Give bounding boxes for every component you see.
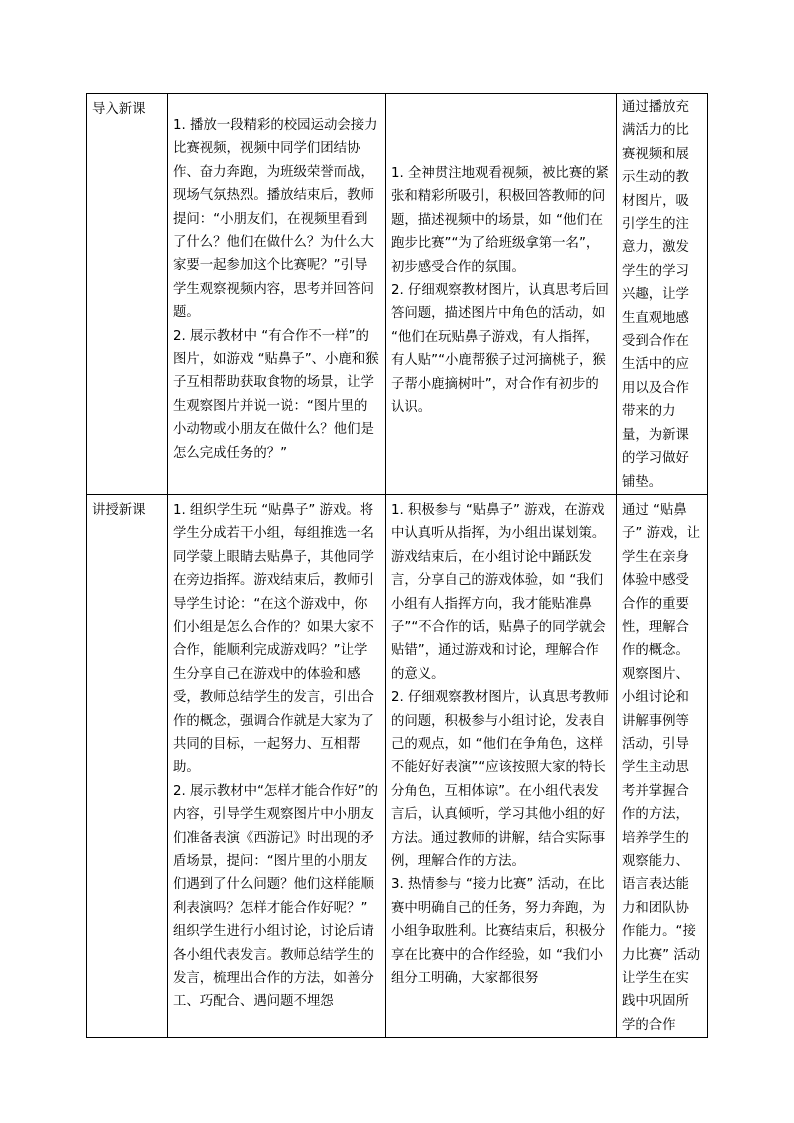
teacher-activity-paragraph: 2. 展示教材中 “有合作不一样”的图片，如游戏 “贴鼻子”、小鹿和猴子互相帮助获取食物的场景，让学生观察图片并说一说：“图片里的小动物或小朋友在做什么？他们是怎么完成任务的？” — [173, 328, 379, 461]
student-activity-paragraph: 1. 全神贯注地观看视频，被比赛的紧张和精彩所吸引，积极回答教师的问题，描述视频中的场景，如 “他们在跑步比赛”“为了给班级拿第一名”，初步感受合作的氛围。 — [391, 166, 609, 275]
design-intent-cell — [617, 494, 708, 1037]
teacher-activity-cell — [168, 494, 386, 1037]
student-activity-paragraph: 2. 仔细观察教材图片，认真思考后回答问题，描述图片中角色的活动，如 “他们在玩贴鼻子游戏，有人指挥，有人贴”“小鹿帮猴子过河摘桃子，猴子帮小鹿摘树叶”，对合作有初步的认识。 — [391, 283, 609, 416]
student-activity-paragraph: 1. 积极参与 “贴鼻子” 游戏，在游戏中认真听从指挥，为小组出谋划策。游戏结束后，在小组讨论中踊跃发言，分享自己的游戏体验，如 “我们小组有人指挥方向，我才能贴准鼻子”“不合作的话，贴鼻子的同学就会贴错”，通过游戏和讨论，理解合作的意义。 — [391, 502, 606, 682]
design-intent-cell — [617, 94, 708, 495]
student-activity-paragraph: 3. 热情参与 “接力比赛” 活动，在比赛中明确自己的任务，努力奔跑，为小组争取胜利。比赛结束后，积极分享在比赛中的合作经验，如 “我们小组分工明确，大家都很努 — [391, 877, 606, 987]
teacher-activity-paragraph: 1. 组织学生玩 “贴鼻子” 游戏。将学生分成若干小组，每组推选一名同学蒙上眼睛去贴鼻子，其他同学在旁边指挥。游戏结束后，教师引导学生讨论：“在这个游戏中，你们小组是怎么合作的？如果大家不合作，能顺利完成游戏吗？”让学生分享自己在游戏中的体验和感受，教师总结学生的发言，引出合作的概念，强调合作就是大家为了共同的目标，一起努力、互相帮助。 — [173, 502, 374, 776]
student-activity-cell — [386, 494, 617, 1037]
teacher-activity-cell — [168, 94, 386, 495]
student-activity-paragraph: 2. 仔细观察教材图片，认真思考教师的问题，积极参与小组讨论，发表自己的观点，如 “他们在争角色，这样不能好好表演”“应该按照大家的特长分角色，互相体谅”。在小组代表发言后，认真倾听，学习其他小组的好方法。通过教师的讲解，结合实际事例，理解合作的方法。 — [391, 690, 609, 869]
stage-cell — [87, 94, 168, 495]
design-intent-text: 通过 “贴鼻子” 游戏，让学生在亲身体验中感受合作的重要性，理解合作的概念。观察图片、小组讨论和讲解事例等活动，引导学生主动思考并掌握合作的方法，培养学生的观察能力、语言表达能力和团队协作能力。“接力比赛” 活动让学生在实践中巩固所学的合作 — [622, 502, 701, 1033]
student-activity-cell — [386, 94, 617, 495]
lesson-plan-table — [86, 93, 708, 1038]
design-intent-text: 通过播放充满活力的比赛视频和展示生动的教材图片，吸引学生的注意力，激发学生的学习兴趣，让学生直观地感受到合作在生活中的应用以及合作带来的力量，为新课的学习做好铺垫。 — [622, 100, 689, 490]
teacher-activity-paragraph: 1. 播放一段精彩的校园运动会接力比赛视频，视频中同学们团结协作、奋力奔跑，为班级荣誉而战，现场气氛热烈。播放结束后，教师提问：“小朋友们，在视频里看到了什么？他们在做什么？为什么大家要一起参加这个比赛呢？”引导学生观察视频内容，思考并回答问题。 — [173, 118, 378, 321]
table-row — [87, 494, 708, 1037]
stage-label: 导入新课 — [92, 102, 146, 117]
table-row — [87, 94, 708, 495]
stage-cell — [87, 494, 168, 1037]
stage-label: 讲授新课 — [92, 502, 146, 518]
teacher-activity-paragraph: 2. 展示教材中“怎样才能合作好”的内容，引导学生观察图片中小朋友们准备表演《西游记》时出现的矛盾场景，提问：“图片里的小朋友们遇到了什么问题？他们这样能顺利表演吗？怎样才能合作好呢？” 组织学生进行小组讨论，讨论后请各小组代表发言。教师总结学生的发言，梳理出合作的方法，如善分工、巧配合、遇问题不埋怨 — [173, 783, 378, 1010]
